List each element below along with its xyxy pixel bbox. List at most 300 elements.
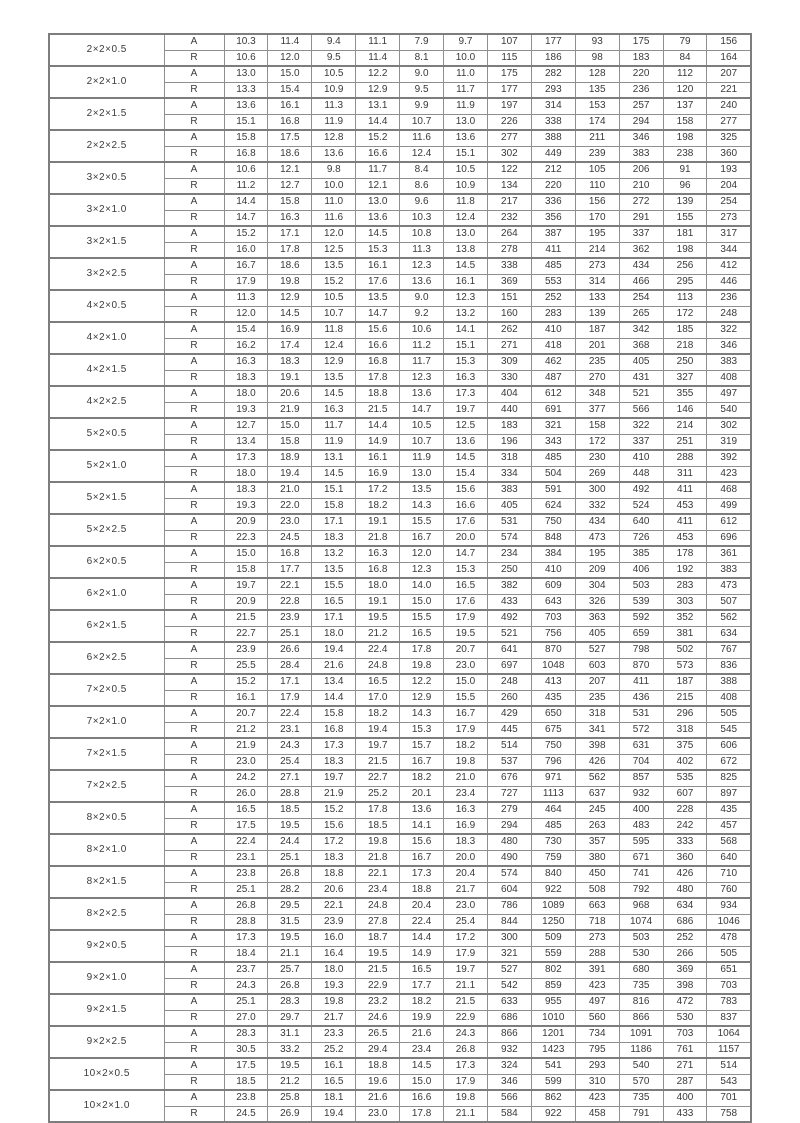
value-cell: 151 <box>487 290 531 306</box>
value-cell: 410 <box>619 450 663 466</box>
value-cell: 18.6 <box>268 258 312 274</box>
value-cell: 25.7 <box>268 962 312 978</box>
value-cell: 155 <box>663 210 707 226</box>
value-cell: 177 <box>487 82 531 98</box>
row-type-label: A <box>164 1090 224 1106</box>
value-cell: 866 <box>619 1010 663 1026</box>
value-cell: 9.2 <box>400 306 444 322</box>
value-cell: 15.8 <box>268 434 312 450</box>
value-cell: 574 <box>487 866 531 882</box>
value-cell: 431 <box>619 370 663 386</box>
value-cell: 631 <box>619 738 663 754</box>
size-label: 8×2×0.5 <box>49 802 164 834</box>
value-cell: 15.0 <box>224 546 268 562</box>
value-cell: 606 <box>707 738 751 754</box>
value-cell: 21.7 <box>444 882 488 898</box>
value-cell: 105 <box>575 162 619 178</box>
value-cell: 18.0 <box>224 466 268 482</box>
value-cell: 18.2 <box>356 498 400 514</box>
value-cell: 304 <box>575 578 619 594</box>
size-label: 3×2×1.5 <box>49 226 164 258</box>
value-cell: 504 <box>531 466 575 482</box>
value-cell: 29.4 <box>356 1042 400 1058</box>
value-cell: 185 <box>663 322 707 338</box>
value-cell: 254 <box>619 290 663 306</box>
value-cell: 14.5 <box>312 386 356 402</box>
size-label: 5×2×2.5 <box>49 514 164 546</box>
value-cell: 291 <box>619 210 663 226</box>
value-cell: 19.3 <box>312 978 356 994</box>
value-cell: 21.6 <box>356 1090 400 1106</box>
value-cell: 248 <box>707 306 751 322</box>
value-cell: 14.5 <box>356 226 400 242</box>
value-cell: 22.4 <box>356 642 400 658</box>
size-label: 7×2×1.0 <box>49 706 164 738</box>
value-cell: 402 <box>663 754 707 770</box>
value-cell: 175 <box>487 66 531 82</box>
value-cell: 272 <box>619 194 663 210</box>
value-cell: 11.3 <box>312 98 356 114</box>
row-type-label: R <box>164 722 224 738</box>
value-cell: 870 <box>619 658 663 674</box>
value-cell: 14.5 <box>444 258 488 274</box>
value-cell: 423 <box>707 466 751 482</box>
value-cell: 16.9 <box>356 466 400 482</box>
value-cell: 15.8 <box>312 498 356 514</box>
value-cell: 22.9 <box>356 978 400 994</box>
value-cell: 726 <box>619 530 663 546</box>
value-cell: 12.1 <box>356 178 400 194</box>
value-cell: 326 <box>575 594 619 610</box>
size-label: 3×2×2.5 <box>49 258 164 290</box>
spec-table <box>48 33 752 1123</box>
value-cell: 436 <box>619 690 663 706</box>
value-cell: 18.3 <box>444 834 488 850</box>
value-cell: 760 <box>707 882 751 898</box>
value-cell: 11.3 <box>224 290 268 306</box>
value-cell: 12.2 <box>400 674 444 690</box>
value-cell: 897 <box>707 786 751 802</box>
value-cell: 17.3 <box>312 738 356 754</box>
row-type-label: R <box>164 530 224 546</box>
value-cell: 11.2 <box>224 178 268 194</box>
value-cell: 435 <box>531 690 575 706</box>
value-cell: 566 <box>487 1090 531 1106</box>
value-cell: 17.5 <box>224 1058 268 1074</box>
value-cell: 135 <box>575 82 619 98</box>
value-cell: 12.5 <box>444 418 488 434</box>
value-cell: 23.0 <box>444 898 488 914</box>
value-cell: 11.9 <box>400 450 444 466</box>
value-cell: 357 <box>575 834 619 850</box>
value-cell: 1046 <box>707 914 751 930</box>
value-cell: 12.3 <box>444 290 488 306</box>
value-cell: 505 <box>707 706 751 722</box>
value-cell: 490 <box>487 850 531 866</box>
value-cell: 17.1 <box>312 514 356 530</box>
value-cell: 574 <box>487 530 531 546</box>
value-cell: 11.2 <box>400 338 444 354</box>
value-cell: 183 <box>619 50 663 66</box>
value-cell: 17.2 <box>444 930 488 946</box>
size-label: 2×2×2.5 <box>49 130 164 162</box>
value-cell: 19.7 <box>444 962 488 978</box>
value-cell: 862 <box>531 1090 575 1106</box>
value-cell: 318 <box>663 722 707 738</box>
value-cell: 302 <box>487 146 531 162</box>
value-cell: 971 <box>531 770 575 786</box>
value-cell: 10.5 <box>312 66 356 82</box>
table-row <box>49 962 751 978</box>
value-cell: 568 <box>707 834 751 850</box>
value-cell: 10.3 <box>400 210 444 226</box>
value-cell: 480 <box>663 882 707 898</box>
value-cell: 870 <box>531 642 575 658</box>
value-cell: 302 <box>707 418 751 434</box>
value-cell: 183 <box>487 418 531 434</box>
value-cell: 17.8 <box>268 242 312 258</box>
value-cell: 16.7 <box>224 258 268 274</box>
value-cell: 20.4 <box>400 898 444 914</box>
value-cell: 21.0 <box>268 482 312 498</box>
value-cell: 786 <box>487 898 531 914</box>
value-cell: 1113 <box>531 786 575 802</box>
value-cell: 221 <box>707 82 751 98</box>
value-cell: 17.4 <box>268 338 312 354</box>
value-cell: 16.3 <box>444 802 488 818</box>
value-cell: 21.5 <box>356 402 400 418</box>
value-cell: 12.1 <box>268 162 312 178</box>
table-row <box>49 674 751 690</box>
value-cell: 385 <box>619 546 663 562</box>
value-cell: 562 <box>707 610 751 626</box>
size-label: 4×2×2.5 <box>49 386 164 418</box>
value-cell: 12.2 <box>356 66 400 82</box>
value-cell: 16.7 <box>444 706 488 722</box>
value-cell: 20.6 <box>268 386 312 402</box>
value-cell: 19.5 <box>268 1058 312 1074</box>
value-cell: 680 <box>619 962 663 978</box>
value-cell: 17.2 <box>356 482 400 498</box>
value-cell: 19.7 <box>444 402 488 418</box>
value-cell: 542 <box>487 978 531 994</box>
value-cell: 186 <box>531 50 575 66</box>
value-cell: 8.6 <box>400 178 444 194</box>
value-cell: 11.7 <box>356 162 400 178</box>
value-cell: 322 <box>619 418 663 434</box>
value-cell: 383 <box>619 146 663 162</box>
value-cell: 13.0 <box>444 226 488 242</box>
value-cell: 158 <box>575 418 619 434</box>
size-label: 8×2×1.5 <box>49 866 164 898</box>
value-cell: 341 <box>575 722 619 738</box>
value-cell: 17.5 <box>268 130 312 146</box>
value-cell: 14.9 <box>400 946 444 962</box>
value-cell: 139 <box>575 306 619 322</box>
row-type-label: A <box>164 386 224 402</box>
value-cell: 825 <box>707 770 751 786</box>
value-cell: 9.5 <box>312 50 356 66</box>
value-cell: 13.6 <box>444 434 488 450</box>
value-cell: 16.5 <box>356 674 400 690</box>
value-cell: 16.4 <box>312 946 356 962</box>
value-cell: 640 <box>707 850 751 866</box>
value-cell: 17.8 <box>400 1106 444 1122</box>
value-cell: 559 <box>531 946 575 962</box>
value-cell: 139 <box>663 194 707 210</box>
value-cell: 294 <box>487 818 531 834</box>
value-cell: 110 <box>575 178 619 194</box>
row-type-label: A <box>164 258 224 274</box>
value-cell: 703 <box>663 1026 707 1042</box>
value-cell: 21.5 <box>224 610 268 626</box>
value-cell: 15.4 <box>268 82 312 98</box>
value-cell: 273 <box>575 258 619 274</box>
value-cell: 7.9 <box>400 34 444 50</box>
value-cell: 21.5 <box>444 994 488 1010</box>
row-type-label: R <box>164 370 224 386</box>
value-cell: 480 <box>487 834 531 850</box>
row-type-label: A <box>164 290 224 306</box>
row-type-label: R <box>164 626 224 642</box>
value-cell: 17.5 <box>224 818 268 834</box>
value-cell: 15.0 <box>400 594 444 610</box>
value-cell: 697 <box>487 658 531 674</box>
value-cell: 369 <box>487 274 531 290</box>
value-cell: 13.4 <box>312 674 356 690</box>
value-cell: 18.4 <box>224 946 268 962</box>
value-cell: 294 <box>619 114 663 130</box>
value-cell: 29.7 <box>268 1010 312 1026</box>
value-cell: 13.1 <box>312 450 356 466</box>
value-cell: 28.4 <box>268 658 312 674</box>
value-cell: 98 <box>575 50 619 66</box>
value-cell: 25.1 <box>224 882 268 898</box>
table-row <box>49 450 751 466</box>
value-cell: 448 <box>619 466 663 482</box>
row-type-label: A <box>164 322 224 338</box>
value-cell: 263 <box>575 818 619 834</box>
value-cell: 278 <box>487 242 531 258</box>
value-cell: 293 <box>531 82 575 98</box>
row-type-label: R <box>164 658 224 674</box>
value-cell: 1074 <box>619 914 663 930</box>
size-label: 4×2×1.5 <box>49 354 164 386</box>
value-cell: 375 <box>663 738 707 754</box>
row-type-label: R <box>164 594 224 610</box>
value-cell: 703 <box>531 610 575 626</box>
value-cell: 434 <box>619 258 663 274</box>
value-cell: 14.5 <box>400 1058 444 1074</box>
value-cell: 330 <box>487 370 531 386</box>
value-cell: 198 <box>663 242 707 258</box>
value-cell: 859 <box>531 978 575 994</box>
value-cell: 527 <box>487 962 531 978</box>
value-cell: 15.2 <box>312 274 356 290</box>
value-cell: 503 <box>619 930 663 946</box>
value-cell: 545 <box>707 722 751 738</box>
value-cell: 11.7 <box>312 418 356 434</box>
value-cell: 18.0 <box>312 962 356 978</box>
size-label: 10×2×0.5 <box>49 1058 164 1090</box>
value-cell: 158 <box>663 114 707 130</box>
value-cell: 756 <box>531 626 575 642</box>
value-cell: 9.9 <box>400 98 444 114</box>
value-cell: 10.3 <box>224 34 268 50</box>
value-cell: 521 <box>619 386 663 402</box>
table-row <box>49 642 751 658</box>
value-cell: 12.5 <box>312 242 356 258</box>
value-cell: 22.7 <box>224 626 268 642</box>
value-cell: 24.5 <box>224 1106 268 1122</box>
value-cell: 15.1 <box>444 146 488 162</box>
value-cell: 1091 <box>619 1026 663 1042</box>
value-cell: 400 <box>663 1090 707 1106</box>
value-cell: 11.8 <box>312 322 356 338</box>
table-row <box>49 162 751 178</box>
value-cell: 273 <box>575 930 619 946</box>
value-cell: 13.4 <box>224 434 268 450</box>
value-cell: 16.5 <box>400 626 444 642</box>
row-type-label: R <box>164 818 224 834</box>
value-cell: 16.5 <box>400 962 444 978</box>
value-cell: 238 <box>663 146 707 162</box>
row-type-label: A <box>164 450 224 466</box>
value-cell: 91 <box>663 162 707 178</box>
value-cell: 84 <box>663 50 707 66</box>
value-cell: 13.8 <box>444 242 488 258</box>
value-cell: 11.8 <box>444 194 488 210</box>
value-cell: 591 <box>531 482 575 498</box>
table-row <box>49 482 751 498</box>
value-cell: 641 <box>487 642 531 658</box>
value-cell: 96 <box>663 178 707 194</box>
value-cell: 604 <box>487 882 531 898</box>
value-cell: 337 <box>619 226 663 242</box>
value-cell: 413 <box>531 674 575 690</box>
value-cell: 11.0 <box>444 66 488 82</box>
value-cell: 671 <box>619 850 663 866</box>
value-cell: 321 <box>487 946 531 962</box>
value-cell: 473 <box>575 530 619 546</box>
value-cell: 15.6 <box>400 834 444 850</box>
value-cell: 17.7 <box>400 978 444 994</box>
value-cell: 540 <box>619 1058 663 1074</box>
value-cell: 735 <box>619 1090 663 1106</box>
size-label: 5×2×0.5 <box>49 418 164 450</box>
value-cell: 19.4 <box>268 466 312 482</box>
value-cell: 14.7 <box>224 210 268 226</box>
value-cell: 30.5 <box>224 1042 268 1058</box>
value-cell: 11.9 <box>444 98 488 114</box>
value-cell: 236 <box>707 290 751 306</box>
value-cell: 17.9 <box>268 690 312 706</box>
value-cell: 14.1 <box>444 322 488 338</box>
value-cell: 27.8 <box>356 914 400 930</box>
value-cell: 283 <box>531 306 575 322</box>
value-cell: 462 <box>531 354 575 370</box>
value-cell: 592 <box>619 610 663 626</box>
value-cell: 24.2 <box>224 770 268 786</box>
value-cell: 13.6 <box>224 98 268 114</box>
value-cell: 840 <box>531 866 575 882</box>
value-cell: 252 <box>663 930 707 946</box>
size-label: 9×2×2.5 <box>49 1026 164 1058</box>
value-cell: 17.0 <box>356 690 400 706</box>
table-row <box>49 66 751 82</box>
value-cell: 22.1 <box>356 866 400 882</box>
value-cell: 473 <box>707 578 751 594</box>
row-type-label: A <box>164 34 224 50</box>
value-cell: 309 <box>487 354 531 370</box>
value-cell: 19.8 <box>268 274 312 290</box>
value-cell: 18.2 <box>444 738 488 754</box>
value-cell: 410 <box>531 562 575 578</box>
value-cell: 418 <box>531 338 575 354</box>
value-cell: 16.5 <box>312 594 356 610</box>
value-cell: 217 <box>487 194 531 210</box>
value-cell: 485 <box>531 450 575 466</box>
value-cell: 17.9 <box>444 722 488 738</box>
value-cell: 170 <box>575 210 619 226</box>
value-cell: 17.3 <box>444 386 488 402</box>
value-cell: 193 <box>707 162 751 178</box>
value-cell: 16.5 <box>444 578 488 594</box>
value-cell: 23.4 <box>356 882 400 898</box>
value-cell: 195 <box>575 546 619 562</box>
value-cell: 750 <box>531 738 575 754</box>
value-cell: 21.9 <box>312 786 356 802</box>
value-cell: 220 <box>619 66 663 82</box>
value-cell: 509 <box>531 930 575 946</box>
value-cell: 11.0 <box>312 194 356 210</box>
value-cell: 14.0 <box>400 578 444 594</box>
value-cell: 383 <box>487 482 531 498</box>
value-cell: 524 <box>619 498 663 514</box>
value-cell: 17.2 <box>312 834 356 850</box>
value-cell: 19.4 <box>356 722 400 738</box>
value-cell: 214 <box>575 242 619 258</box>
value-cell: 18.5 <box>224 1074 268 1090</box>
value-cell: 14.7 <box>400 402 444 418</box>
value-cell: 269 <box>575 466 619 482</box>
value-cell: 1064 <box>707 1026 751 1042</box>
value-cell: 816 <box>619 994 663 1010</box>
value-cell: 24.8 <box>356 898 400 914</box>
value-cell: 12.4 <box>444 210 488 226</box>
value-cell: 848 <box>531 530 575 546</box>
value-cell: 18.5 <box>356 818 400 834</box>
value-cell: 10.6 <box>224 162 268 178</box>
value-cell: 10.7 <box>312 306 356 322</box>
value-cell: 1089 <box>531 898 575 914</box>
value-cell: 9.5 <box>400 82 444 98</box>
size-label: 7×2×1.5 <box>49 738 164 770</box>
value-cell: 735 <box>619 978 663 994</box>
value-cell: 23.7 <box>224 962 268 978</box>
value-cell: 338 <box>531 114 575 130</box>
table-row <box>49 418 751 434</box>
value-cell: 218 <box>663 338 707 354</box>
value-cell: 507 <box>707 594 751 610</box>
value-cell: 232 <box>487 210 531 226</box>
value-cell: 28.8 <box>268 786 312 802</box>
value-cell: 17.9 <box>444 610 488 626</box>
value-cell: 16.7 <box>400 850 444 866</box>
value-cell: 17.3 <box>400 866 444 882</box>
value-cell: 16.2 <box>224 338 268 354</box>
row-type-label: A <box>164 610 224 626</box>
